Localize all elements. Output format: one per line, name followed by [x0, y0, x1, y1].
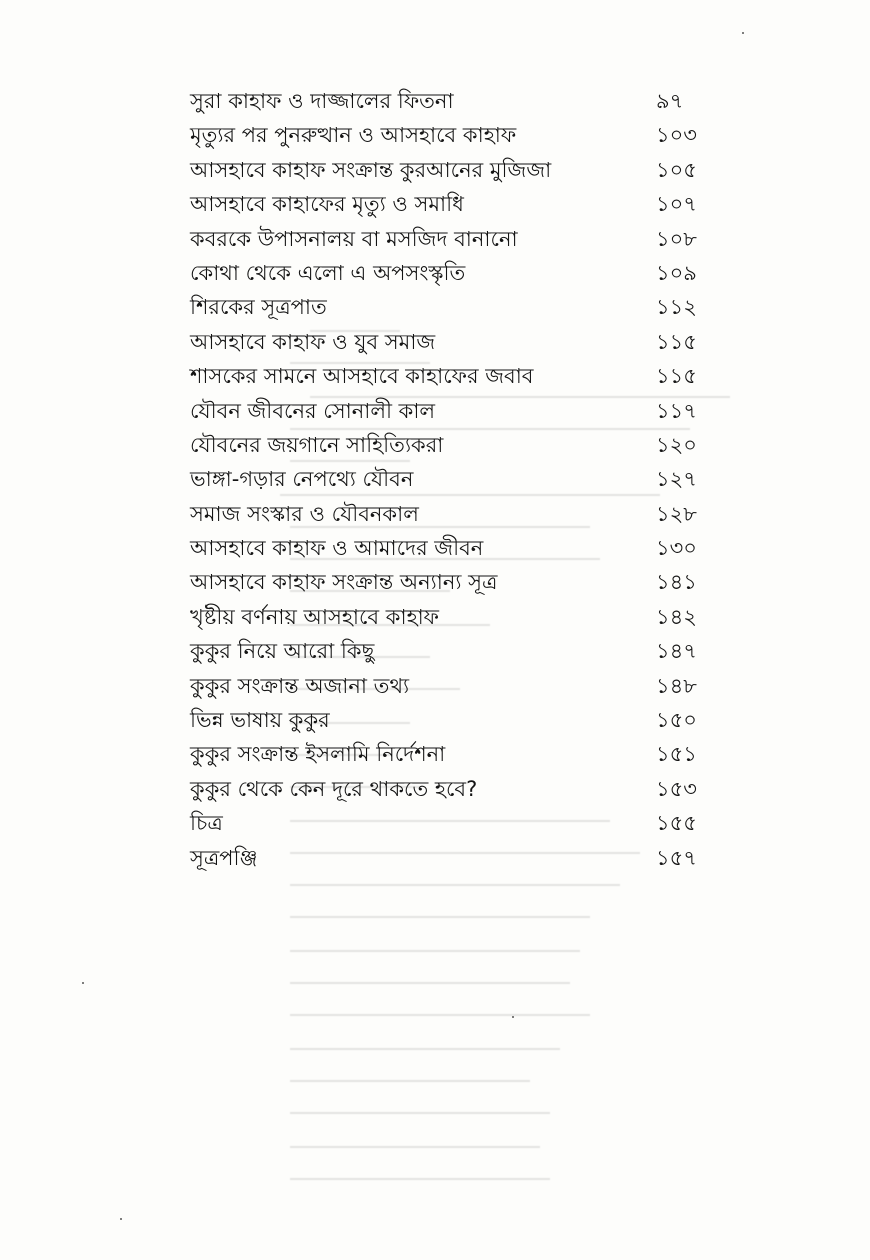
toc-entry: [190, 290, 710, 324]
toc-entry: [190, 118, 710, 152]
toc-entry-page: ১২৮: [656, 501, 697, 526]
toc-entry-title: আসহাবে কাহাফ সংক্রান্ত অন্যান্য সূত্র: [190, 570, 498, 595]
toc-entry-page: ৯৭: [656, 89, 684, 113]
toc-entry-title: ভাঙ্গা-গড়ার নেপথ্যে যৌবন: [190, 467, 414, 492]
toc-entry-title: মৃত্যুর পর পুনরুত্থান ও আসহাবে কাহাফ: [190, 123, 517, 148]
toc-entry: [190, 841, 710, 875]
toc-entry-page: ১৩০: [656, 536, 697, 561]
toc-entry: [190, 153, 710, 187]
toc-entry-title: কুকুর নিয়ে আরো কিছু: [190, 639, 375, 664]
toc-entry-page: ১৫০: [656, 708, 697, 733]
toc-entry-page: ১০৫: [656, 157, 697, 182]
toc-entry: [190, 772, 710, 806]
toc-entry: [190, 428, 710, 462]
toc-entry-page: ১০৩: [656, 123, 697, 148]
toc-entry-title: সূত্রপঞ্জি: [190, 845, 258, 870]
toc-entry-title: কুকুর সংক্রান্ত ইসলামি নির্দেশনা: [190, 742, 446, 767]
toc-entry-title: আসহাবে কাহাফের মৃত্যু ও সমাধি: [190, 192, 464, 217]
toc-entry: [190, 462, 710, 496]
toc-entry: [190, 325, 710, 359]
toc-entry: [190, 634, 710, 668]
toc-entry-page: ১৫১: [656, 742, 697, 767]
toc-entry-title: খৃষ্টীয় বর্ণনায় আসহাবে কাহাফ: [190, 604, 440, 629]
toc-entry-title: সুরা কাহাফ ও দাজ্জালের ফিতনা: [190, 89, 454, 113]
toc-entry-title: শাসকের সামনে আসহাবে কাহাফের জবাব: [190, 364, 534, 389]
toc-entry-title: কুকুর থেকে কেন দূরে থাকতে হবে?: [190, 776, 478, 801]
toc-entry: [190, 359, 710, 393]
toc-entry-page: ১৪৮: [656, 673, 697, 698]
toc-entry-page: ১৪৭: [656, 639, 697, 664]
table-of-contents: [190, 84, 710, 875]
toc-entry: [190, 703, 710, 737]
scan-speck: [512, 1016, 514, 1018]
toc-entry: [190, 497, 710, 531]
toc-entry-page: ১০৯: [656, 260, 697, 285]
toc-entry: [190, 565, 710, 599]
toc-entry-title: যৌবন জীবনের সোনালী কাল: [190, 398, 436, 423]
toc-entry: [190, 84, 710, 118]
toc-entry-page: ১২০: [656, 432, 697, 457]
toc-entry-page: ১৫৫: [656, 811, 697, 836]
toc-entry-title: চিত্র: [190, 811, 223, 836]
toc-entry-page: ১৪১: [656, 570, 697, 595]
toc-entry: [190, 222, 710, 256]
scan-speck: [82, 982, 84, 984]
scan-speck: [120, 1218, 122, 1220]
toc-entry: [190, 187, 710, 221]
toc-entry-page: ১০৮: [656, 226, 697, 251]
toc-entry-title: সমাজ সংস্কার ও যৌবনকাল: [190, 501, 419, 526]
toc-entry-title: আসহাবে কাহাফ ও যুব সমাজ: [190, 329, 436, 354]
toc-entry-page: ১৫৩: [656, 776, 697, 801]
toc-entry-page: ১১৭: [656, 398, 697, 423]
toc-entry: [190, 394, 710, 428]
toc-entry: [190, 531, 710, 565]
toc-entry-page: ১৫৭: [656, 845, 697, 870]
toc-entry-page: ১১৫: [656, 329, 697, 354]
toc-entry: [190, 600, 710, 634]
toc-entry-page: ১২৭: [656, 467, 697, 492]
toc-entry: [190, 256, 710, 290]
toc-entry-page: ১০৭: [656, 192, 697, 217]
toc-entry-page: ১১২: [656, 295, 697, 320]
toc-entry-title: যৌবনের জয়গানে সাহিত্যিকরা: [190, 432, 444, 457]
toc-entry-page: ১৪২: [656, 604, 697, 629]
toc-entry-title: কোথা থেকে এলো এ অপসংস্কৃতি: [190, 260, 466, 285]
toc-entry-title: আসহাবে কাহাফ সংক্রান্ত কুরআনের মুজিজা: [190, 157, 552, 182]
scan-speck: [742, 32, 744, 34]
toc-entry-title: কবরকে উপাসনালয় বা মসজিদ বানানো: [190, 226, 518, 251]
toc-entry: [190, 737, 710, 771]
toc-entry-title: কুকুর সংক্রান্ত অজানা তথ্য: [190, 673, 410, 698]
toc-entry: [190, 806, 710, 840]
toc-entry-title: ভিন্ন ভাষায় কুকুর: [190, 708, 330, 733]
toc-entry-title: শিরকের সূত্রপাত: [190, 295, 327, 320]
toc-entry-page: ১১৫: [656, 364, 697, 389]
toc-entry: [190, 669, 710, 703]
toc-entry-title: আসহাবে কাহাফ ও আমাদের জীবন: [190, 536, 484, 561]
